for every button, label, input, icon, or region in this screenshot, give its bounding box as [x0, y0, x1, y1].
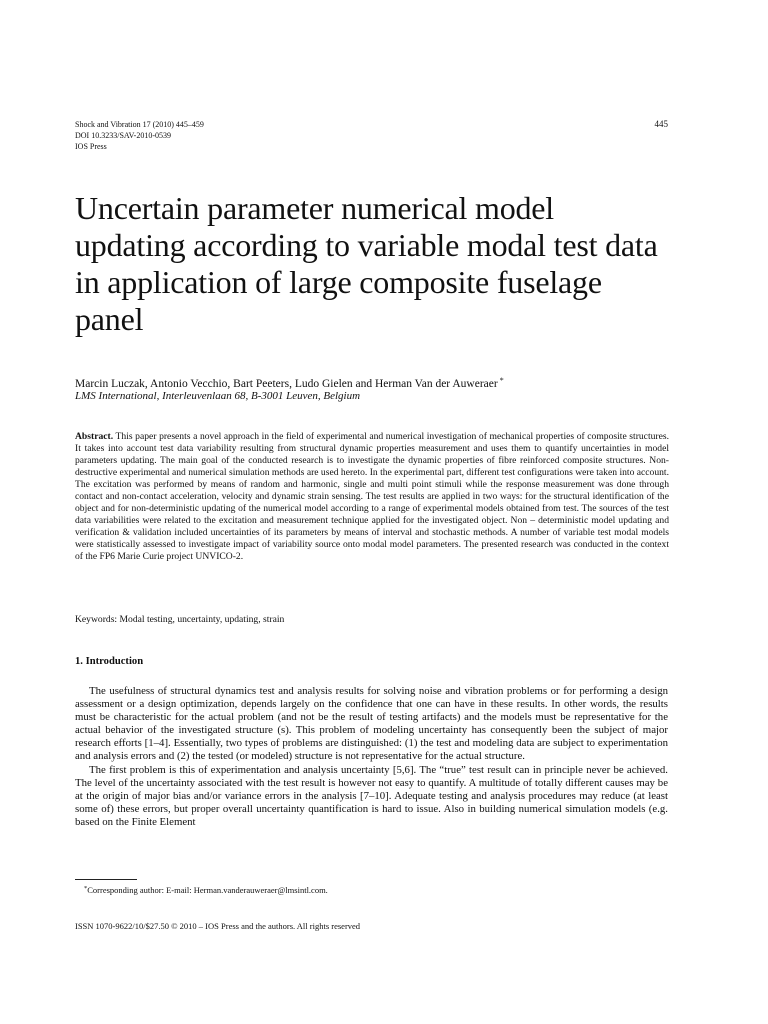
- abstract: [75, 431, 669, 564]
- paper-title: [75, 190, 675, 338]
- title-line: panel: [75, 301, 144, 337]
- doi: DOI 10.3233/SAV-2010-0539: [75, 131, 172, 140]
- title-line: Uncertain parameter numerical model: [75, 190, 554, 226]
- footnote-mark: *: [84, 885, 88, 892]
- keywords: Keywords: Modal testing, uncertainty, updating, strain: [75, 614, 285, 625]
- copyright-line: ISSN 1070-9622/10/$27.50 © 2010 – IOS Press and the authors. All rights reserved: [75, 921, 361, 931]
- affiliation: LMS International, Interleuvenlaan 68, B-3001 Leuven, Belgium: [75, 390, 361, 402]
- title-line: updating according to variable modal test data: [75, 227, 658, 263]
- paragraph: The usefulness of structural dynamics test and analysis results for solving noise and vibration problems or for performing a design assessment or a design optimization, depends largely on the confidence that one can have in these results. In other words, the results must be characteristic for the actual problem (and not be the result of testing artifacts) and the models must be representative for the actual behavior of the investigated structure (s). This problem of modeling uncertainty has consequently been the subject of major research efforts [1–4]. Essentially, two types of problems are distinguished: (1) the test and modeling data are subject to experimentation and analysis errors and (2) the tested (or modeled) structure is not representative for the actual structure.: [75, 685, 668, 763]
- title-line: in application of large composite fuselage: [75, 264, 602, 300]
- footnote-rule: [75, 879, 137, 880]
- corresponding-author-mark: *: [499, 376, 504, 385]
- running-header: [75, 119, 668, 152]
- introduction-body: [75, 685, 668, 829]
- abstract-label: Abstract.: [75, 431, 114, 442]
- footnote: [75, 883, 328, 896]
- footnote-text: Corresponding author: E-mail: Herman.vanderauweraer@lmsintl.com.: [87, 885, 328, 895]
- paragraph: The first problem is this of experimentation and analysis uncertainty [5,6]. The “true” test result can in principle never be achieved. The level of the uncertainty associated with the test result is however not easy to quantify. A multitude of totally different causes may be at the origin of major bias and/or variance errors in the analysis [7–10]. Adequate testing and analysis procedures may reduce (at least some of) these errors, but proper overall uncertainty quantification is hard to issue. Also in building numerical simulation models (e.g. based on the Finite Element: [75, 763, 668, 828]
- author-names: Marcin Luczak, Antonio Vecchio, Bart Peeters, Ludo Gielen and Herman Van der Auweraer: [75, 378, 498, 390]
- page-number: 445: [654, 119, 668, 129]
- journal-citation: Shock and Vibration 17 (2010) 445–459: [75, 120, 204, 129]
- section-heading-introduction: 1. Introduction: [75, 656, 144, 667]
- abstract-text: This paper presents a novel approach in the field of experimental and numerical investigation of mechanical properties of composite structures. It takes into account test data variability resulting from structural dynamic properties measurement and uses them to quantify uncertainties in model parameters updating. The main goal of the conducted research is to investigate the dynamic properties of fibre reinforced composite structures. Non-destructive experimental and numerical simulation methods are used hereto. In the experimental part, different test configurations were taken into account. The excitation was performed by means of random and harmonic, single and multi point stimuli while the response measurement was done through contact and non-contact acceleration, velocity and dynamic strain sensing. The test results are applied in two ways: for the structural identification of the object and for non-deterministic updating of the numerical model according to a range of experimental models obtained from test. The sources of the test data variabilities were related to the excitation and measurement technique applied for the investigated object. Non – deterministic model updating and verification & validation included uncertainties of its parameters by means of interval and stochastic methods. A number of variable test modal models were statistically assessed to investigate impact of variability source onto modal model parameters. The presented research was conducted in the context of the FP6 Marie Curie project UNVICO-2.: [75, 431, 669, 563]
- publisher: IOS Press: [75, 142, 107, 151]
- journal-info: [75, 119, 668, 152]
